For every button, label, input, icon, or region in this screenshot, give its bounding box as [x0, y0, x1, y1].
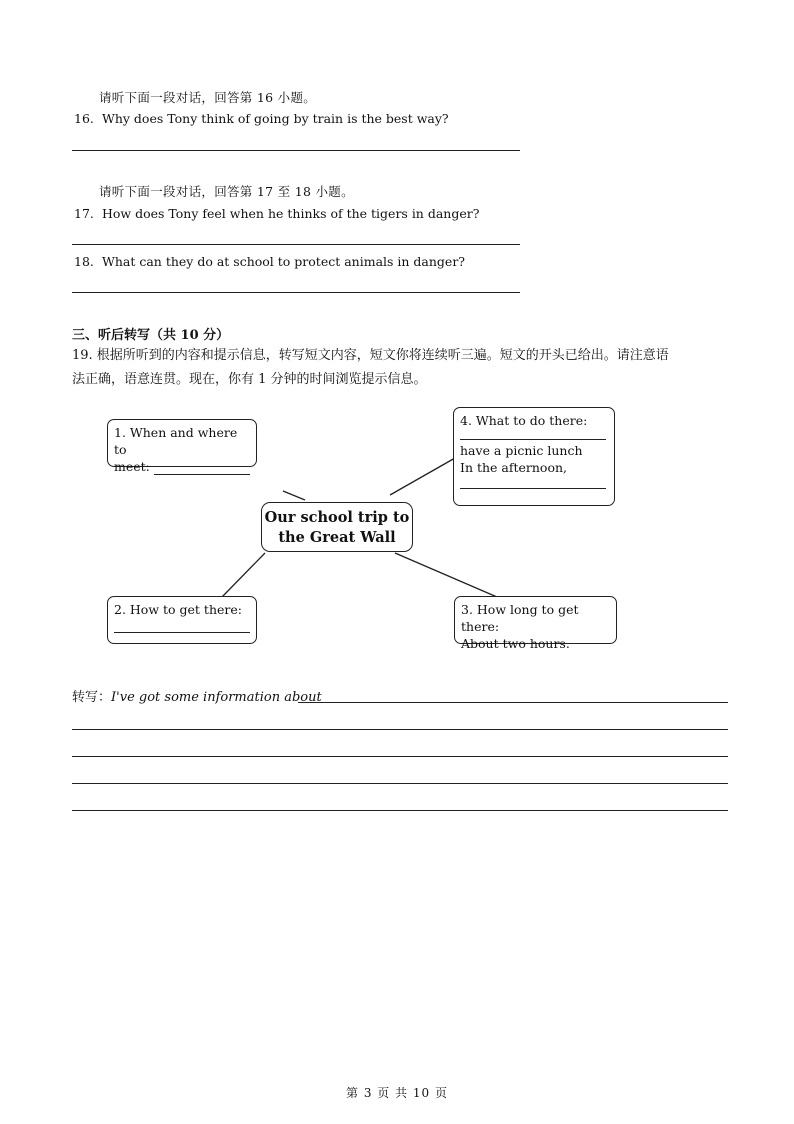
box3-label-line2: About two hours. [461, 636, 570, 651]
connector-box1 [283, 491, 305, 500]
question-19-line-1: 19. 根据所听到的内容和提示信息，转写短文内容，短文你将连续听三遍。短文的开头已给出。请注意语 [72, 348, 669, 363]
box1-label-line2: meet: [114, 459, 150, 474]
question-18-number: 18. [74, 254, 94, 269]
box1-label-line1: 1. When and where to [114, 425, 238, 457]
mindmap-box-how-to-get [107, 596, 257, 644]
mindmap-box-how-long [454, 596, 617, 651]
question-16-number: 16. [74, 111, 94, 126]
transcribe-line-2[interactable] [72, 729, 728, 730]
box4-label-line2: have a picnic lunch [460, 443, 583, 458]
mindmap-box-what-to-do [453, 407, 615, 506]
instruction-q16: 请听下面一段对话，回答第 16 小题。 [99, 90, 317, 105]
question-17-number: 17. [74, 206, 94, 221]
box1-label-line2-row [114, 458, 250, 475]
page-number: 第 3 页 共 10 页 [346, 1086, 448, 1100]
transcribe-line-5[interactable] [72, 810, 728, 811]
transcribe-intro [72, 686, 322, 705]
question-17-text: How does Tony feel when he thinks of the tigers in danger? [102, 206, 480, 221]
transcribe-line-3[interactable] [72, 756, 728, 757]
box3-label-line1: 3. How long to get there: [461, 602, 579, 634]
center-topic-line2: the Great Wall [278, 529, 396, 546]
transcribe-label: 转写： [72, 690, 112, 705]
box4-label-line1: 4. What to do there: [460, 413, 588, 428]
question-18-text: What can they do at school to protect animals in danger? [102, 254, 466, 269]
question-16-text: Why does Tony think of going by train is the best way? [102, 111, 449, 126]
transcribe-line-1[interactable] [298, 702, 728, 703]
mindmap-box-when-where [107, 419, 257, 474]
transcribe-line-4[interactable] [72, 783, 728, 784]
connector-box4 [390, 458, 455, 495]
section-title: 三、听后转写（共 10 分） [72, 328, 230, 343]
box4-label-line3: In the afternoon, [460, 460, 568, 475]
box2-label-line1: 2. How to get there: [114, 602, 242, 617]
box4-blank-2[interactable] [460, 476, 606, 489]
transcribe-start-text: I've got some information about [111, 690, 322, 705]
center-topic-line1: Our school trip to [264, 509, 410, 526]
instruction-q17-18: 请听下面一段对话，回答第 17 至 18 小题。 [99, 184, 354, 199]
mindmap-center-topic [261, 502, 413, 552]
box4-blank-1[interactable] [460, 429, 606, 440]
box2-blank[interactable] [114, 618, 250, 633]
question-19-line-2: 法正确，语意连贯。现在，你有 1 分钟的时间浏览提示信息。 [72, 372, 427, 387]
box1-blank[interactable] [154, 461, 250, 475]
connector-box2 [222, 553, 265, 597]
connector-box3 [395, 553, 497, 597]
